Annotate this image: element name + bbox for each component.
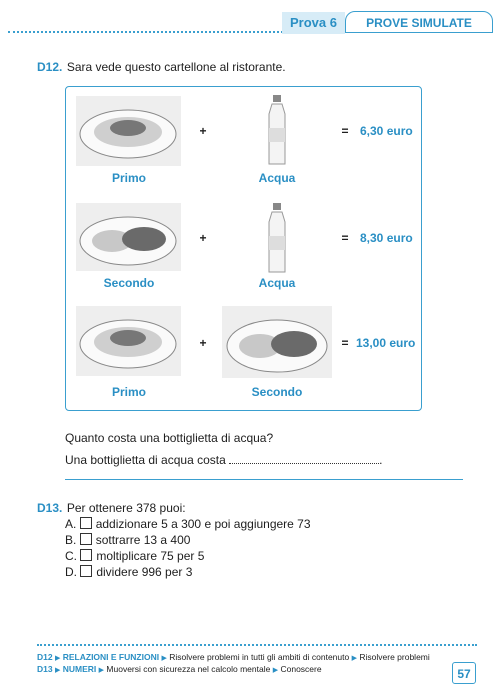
option-text: moltiplicare 75 per 5 xyxy=(96,549,205,563)
header-dotted-rule xyxy=(8,31,283,33)
caption-acqua: Acqua xyxy=(258,171,296,185)
d12-intro-line xyxy=(37,58,286,76)
triangle-icon: ▶ xyxy=(98,667,105,674)
footer-goal: Risolvere problemi in tutti gli ambiti di contenuto xyxy=(169,652,350,662)
caption-primo: Primo xyxy=(111,171,146,185)
caption-acqua: Acqua xyxy=(258,276,296,290)
footer-area: RELAZIONI E FUNZIONI xyxy=(62,652,160,662)
footer-skill: Risolvere problemi xyxy=(359,652,430,662)
equals-sign: = xyxy=(341,336,349,350)
footer-code: D12 xyxy=(37,652,53,662)
option-text: dividere 996 per 3 xyxy=(96,565,193,579)
section-tab: PROVE SIMULATE xyxy=(345,11,493,33)
answer-period: . xyxy=(379,453,383,467)
option-letter: A. xyxy=(65,517,77,531)
triangle-icon: ▶ xyxy=(54,667,61,674)
option-text: sottrarre 13 a 400 xyxy=(95,533,191,547)
footer-goal: Muoversi con sicurezza nel calcolo mentale xyxy=(106,664,271,674)
option-b[interactable] xyxy=(65,533,190,547)
triangle-icon: ▶ xyxy=(272,667,279,674)
d12-question: Quanto costa una bottiglietta di acqua? xyxy=(65,431,274,445)
d12-intro: Sara vede questo cartellone al ristorante. xyxy=(66,60,286,74)
checkbox[interactable] xyxy=(80,533,92,545)
price-primo-acqua: 6,30 euro xyxy=(360,124,413,138)
water-bottle-image xyxy=(264,202,290,274)
answer-input[interactable] xyxy=(229,452,379,464)
triangle-icon: ▶ xyxy=(161,655,167,662)
pasta-plate-image xyxy=(76,306,181,376)
footer-skill: Conoscere xyxy=(280,664,322,674)
option-letter: B. xyxy=(65,533,77,547)
water-bottle-image xyxy=(264,94,290,166)
d13-intro: Per ottenere 378 puoi: xyxy=(66,501,186,515)
steak-fries-plate-image xyxy=(76,203,181,271)
section-divider xyxy=(65,479,463,480)
triangle-icon: ▶ xyxy=(351,655,357,662)
option-a[interactable] xyxy=(65,517,311,531)
price-secondo-acqua: 8,30 euro xyxy=(360,231,413,245)
option-d[interactable] xyxy=(65,565,192,579)
checkbox[interactable] xyxy=(80,517,92,529)
d12-number: D12. xyxy=(37,60,63,74)
price-primo-secondo: 13,00 euro xyxy=(356,336,416,350)
checkbox[interactable] xyxy=(80,549,92,561)
steak-fries-plate-image xyxy=(222,306,332,378)
prova-tab: Prova 6 xyxy=(282,12,345,34)
footer-line-1 xyxy=(37,652,430,662)
equals-sign: = xyxy=(341,231,349,245)
option-letter: C. xyxy=(65,549,77,563)
option-c[interactable] xyxy=(65,549,204,563)
caption-secondo: Secondo xyxy=(103,276,155,290)
plus-sign: + xyxy=(199,336,207,350)
option-text: addizionare 5 a 300 e poi aggiungere 73 xyxy=(95,517,311,531)
footer-code: D13 xyxy=(37,664,53,674)
page-number: 57 xyxy=(452,662,476,684)
footer-line-2 xyxy=(37,664,322,674)
caption-primo: Primo xyxy=(111,385,146,399)
plus-sign: + xyxy=(199,231,207,245)
d13-intro-line xyxy=(37,499,186,517)
d13-number: D13. xyxy=(37,501,63,515)
pasta-plate-image xyxy=(76,96,181,166)
footer-dotted-rule xyxy=(37,644,477,646)
d12-answer-line xyxy=(65,452,382,467)
equals-sign: = xyxy=(341,124,349,138)
triangle-icon: ▶ xyxy=(54,655,61,662)
plus-sign: + xyxy=(199,124,207,138)
answer-prompt: Una bottiglietta di acqua costa xyxy=(65,453,226,467)
option-letter: D. xyxy=(65,565,77,579)
checkbox[interactable] xyxy=(80,565,92,577)
footer-area: NUMERI xyxy=(62,664,97,674)
caption-secondo: Secondo xyxy=(251,385,303,399)
